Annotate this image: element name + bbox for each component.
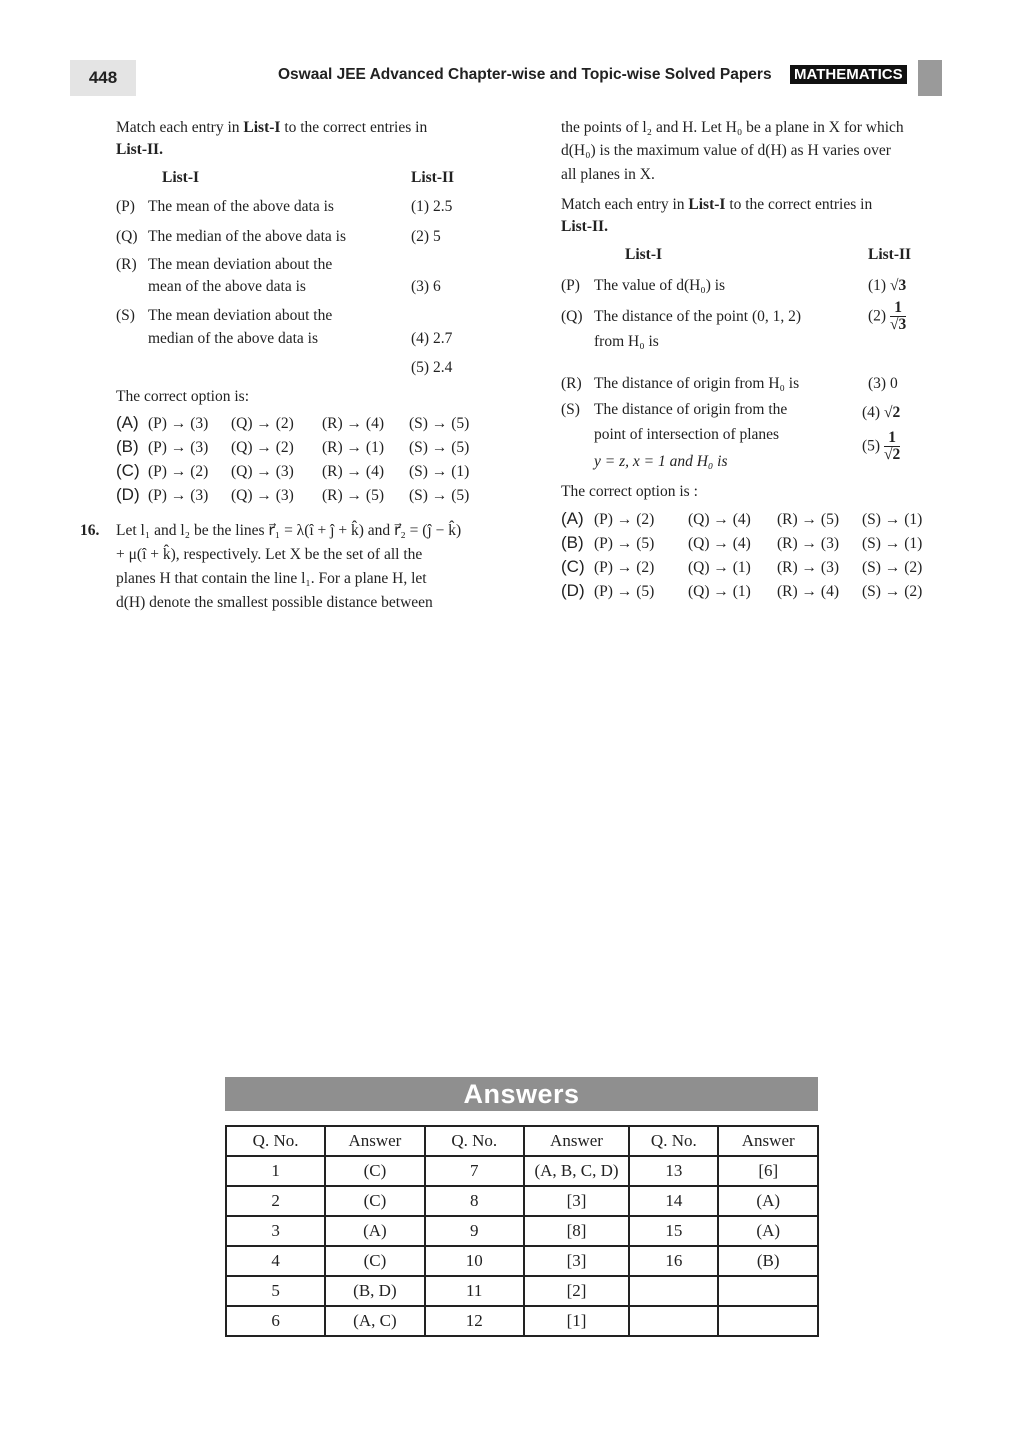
q16-row-r-text: The distance of origin from H₀ is: [594, 375, 800, 392]
cell: (C): [325, 1156, 424, 1186]
q15-row-s-text2: median of the above data is: [148, 330, 319, 347]
q16-row-s-text2: point of intersection of planes: [594, 426, 780, 443]
cell: (C): [325, 1186, 424, 1216]
q16-line-7: all planes in X.: [561, 166, 655, 183]
cell: 8: [425, 1186, 524, 1216]
q16-correct-label: The correct option is :: [561, 483, 698, 500]
q15-option-b-letter: (B): [116, 437, 139, 456]
q16-val-3: (3) 0: [868, 375, 898, 392]
q15-row-q-text: The median of the above data is: [148, 228, 346, 245]
q15-option-c-r: (R) → (4): [322, 463, 384, 480]
q15-option-b-p: (P) → (3): [148, 439, 209, 456]
cell: 10: [425, 1246, 524, 1276]
q16-val-1: (1) √3: [868, 277, 907, 294]
q16-option-a-r: (R) → (5): [777, 511, 839, 528]
cell: 1: [226, 1156, 325, 1186]
cell: 16: [629, 1246, 718, 1276]
cell: [6]: [718, 1156, 818, 1186]
q15-option-c-s: (S) → (1): [409, 463, 470, 480]
header-bar: [918, 60, 942, 96]
cell: 3: [226, 1216, 325, 1246]
q15-option-c-letter: (C): [116, 461, 140, 480]
q16-option-a-q: (Q) → (4): [688, 511, 751, 528]
q16-list1-head: List-I: [625, 246, 663, 263]
table-row: [226, 1156, 818, 1186]
q16-option-a-letter: (A): [561, 509, 584, 528]
cell: (A): [718, 1216, 818, 1246]
q16-option-d-r: (R) → (4): [777, 583, 839, 600]
cell: [718, 1306, 818, 1336]
q15-val-5: (5) 2.4: [411, 359, 453, 376]
q15-option-d-p: (P) → (3): [148, 487, 209, 504]
q15-option-a-q: (Q) → (2): [231, 415, 294, 432]
q15-row-r-text: The mean deviation about the: [148, 256, 333, 273]
q15-option-d-q: (Q) → (3): [231, 487, 294, 504]
q15-intro-list2: List-II.: [116, 141, 163, 158]
table-row: [226, 1186, 818, 1216]
q16-option-b-p: (P) → (5): [594, 535, 655, 552]
q16-val-2: (2) $\frac{1}{√3}$: [868, 299, 907, 333]
book-title: Oswaal JEE Advanced Chapter-wise and Topic-wise Solved Papers: [278, 66, 772, 83]
cell: [629, 1306, 718, 1336]
q15-intro: Match each entry in List-I to the correct entries in: [116, 119, 428, 136]
cell: (B): [718, 1246, 818, 1276]
q15-option-b-q: (Q) → (2): [231, 439, 294, 456]
q16-option-b-s: (S) → (1): [862, 535, 923, 552]
q16-option-c-s: (S) → (2): [862, 559, 923, 576]
cell: [629, 1276, 718, 1306]
q15-option-a-r: (R) → (4): [322, 415, 384, 432]
header-qno: Q. No.: [425, 1126, 524, 1156]
q16-line-1: Let l₁ and l₂ be the lines r⃗₁ = λ(î + ĵ + k̂) and r⃗₂ = (ĵ − k̂): [116, 522, 462, 539]
cell: 4: [226, 1246, 325, 1276]
q15-val-3: (3) 6: [411, 278, 441, 295]
q16-val-5-fraction: $\frac{1}{√2}$: [883, 429, 901, 463]
cell: (A, C): [325, 1306, 424, 1336]
cell: (B, D): [325, 1276, 424, 1306]
q16-option-d-s: (S) → (2): [862, 583, 923, 600]
header-qno: Q. No.: [226, 1126, 325, 1156]
q16-intro: Match each entry in List-I to the correct entries in: [561, 196, 873, 213]
cell: (A): [325, 1216, 424, 1246]
q15-row-q-label: (Q): [116, 228, 138, 245]
q16-line-2: + μ(î + k̂), respectively. Let X be the set of all the: [116, 546, 423, 563]
q15-option-b-r: (R) → (1): [322, 439, 384, 456]
q16-list2-head: List-II: [868, 246, 912, 263]
q16-val-5: (5) $\frac{1}{√2}$: [862, 429, 901, 463]
cell: 13: [629, 1156, 718, 1186]
q15-option-c-p: (P) → (2): [148, 463, 209, 480]
table-row: [226, 1216, 818, 1246]
answers-header-row: [226, 1126, 818, 1156]
cell: 7: [425, 1156, 524, 1186]
q16-option-c-letter: (C): [561, 557, 585, 576]
q15-option-a-letter: (A): [116, 413, 139, 432]
q16-row-s-text3: y = z, x = 1 and H₀ is: [594, 453, 728, 470]
cell: 15: [629, 1216, 718, 1246]
header-answer: Answer: [325, 1126, 424, 1156]
q15-list1-head: List-I: [162, 169, 200, 186]
q15-option-a-p: (P) → (3): [148, 415, 209, 432]
table-row: [226, 1246, 818, 1276]
q16-option-a-p: (P) → (2): [594, 511, 655, 528]
q16-row-p-label: (P): [561, 277, 580, 294]
q16-line-6: d(H₀) is the maximum value of d(H) as H varies over: [561, 142, 891, 159]
q15-row-s-label: (S): [116, 307, 135, 324]
q16-line-5: the points of l₂ and H. Let H₀ be a plane in X for which: [561, 119, 904, 136]
q15-option-c-q: (Q) → (3): [231, 463, 294, 480]
q16-row-s-text: The distance of origin from the: [594, 401, 788, 418]
q16-option-b-letter: (B): [561, 533, 584, 552]
q16-option-c-r: (R) → (3): [777, 559, 839, 576]
q15-correct-label: The correct option is:: [116, 388, 249, 405]
q16-row-q-text: The distance of the point (0, 1, 2): [594, 308, 802, 325]
q16-option-d-p: (P) → (5): [594, 583, 655, 600]
q15-row-p-text: The mean of the above data is: [148, 198, 334, 215]
q15-val-4: (4) 2.7: [411, 330, 453, 347]
cell: 14: [629, 1186, 718, 1216]
q16-row-q-label: (Q): [561, 308, 583, 325]
q15-option-d-s: (S) → (5): [409, 487, 470, 504]
table-row: [226, 1276, 818, 1306]
answers-table: [225, 1125, 819, 1337]
cell: 9: [425, 1216, 524, 1246]
header-answer: Answer: [524, 1126, 629, 1156]
header-answer: Answer: [718, 1126, 818, 1156]
q16-option-c-q: (Q) → (1): [688, 559, 751, 576]
table-row: [226, 1306, 818, 1336]
cell: [8]: [524, 1216, 629, 1246]
q16-row-r-label: (R): [561, 375, 582, 392]
cell: 5: [226, 1276, 325, 1306]
q16-option-a-s: (S) → (1): [862, 511, 923, 528]
q16-row-p-text: The value of d(H₀) is: [594, 277, 726, 294]
q16-option-b-r: (R) → (3): [777, 535, 839, 552]
q16-intro-list2: List-II.: [561, 218, 608, 235]
cell: [3]: [524, 1186, 629, 1216]
cell: [718, 1276, 818, 1306]
cell: 12: [425, 1306, 524, 1336]
cell: (C): [325, 1246, 424, 1276]
cell: [1]: [524, 1306, 629, 1336]
cell: (A): [718, 1186, 818, 1216]
q15-option-b-s: (S) → (5): [409, 439, 470, 456]
q16-val-2-fraction: $\frac{1}{√3}$: [889, 299, 907, 333]
q16-option-d-q: (Q) → (1): [688, 583, 751, 600]
q15-val-1: (1) 2.5: [411, 198, 453, 215]
q16-row-q-text2: from H₀ is: [594, 333, 659, 350]
q16-option-d-letter: (D): [561, 581, 585, 600]
subject-label: MATHEMATICS: [790, 65, 907, 84]
q15-row-r-text2: mean of the above data is: [148, 278, 306, 295]
q15-option-d-letter: (D): [116, 485, 140, 504]
q15-option-a-s: (S) → (5): [409, 415, 470, 432]
q16-line-3: planes H that contain the line l₁. For a plane H, let: [116, 570, 427, 587]
q16-row-s-label: (S): [561, 401, 580, 418]
q16-option-c-p: (P) → (2): [594, 559, 655, 576]
q15-option-d-r: (R) → (5): [322, 487, 384, 504]
page-number: 448: [70, 60, 136, 96]
q16-line-4: d(H) denote the smallest possible distance between: [116, 594, 433, 611]
q16-option-b-q: (Q) → (4): [688, 535, 751, 552]
cell: 6: [226, 1306, 325, 1336]
cell: [2]: [524, 1276, 629, 1306]
q15-val-2: (2) 5: [411, 228, 441, 245]
q15-row-p-label: (P): [116, 198, 135, 215]
q16-number: 16.: [80, 522, 100, 539]
q15-row-s-text: The mean deviation about the: [148, 307, 333, 324]
cell: (A, B, C, D): [524, 1156, 629, 1186]
answers-heading: Answers: [225, 1077, 818, 1111]
q16-val-4: (4) √2: [862, 404, 901, 421]
cell: 11: [425, 1276, 524, 1306]
cell: 2: [226, 1186, 325, 1216]
q15-row-r-label: (R): [116, 256, 137, 273]
cell: [3]: [524, 1246, 629, 1276]
q15-list2-head: List-II: [411, 169, 455, 186]
header-qno: Q. No.: [629, 1126, 718, 1156]
